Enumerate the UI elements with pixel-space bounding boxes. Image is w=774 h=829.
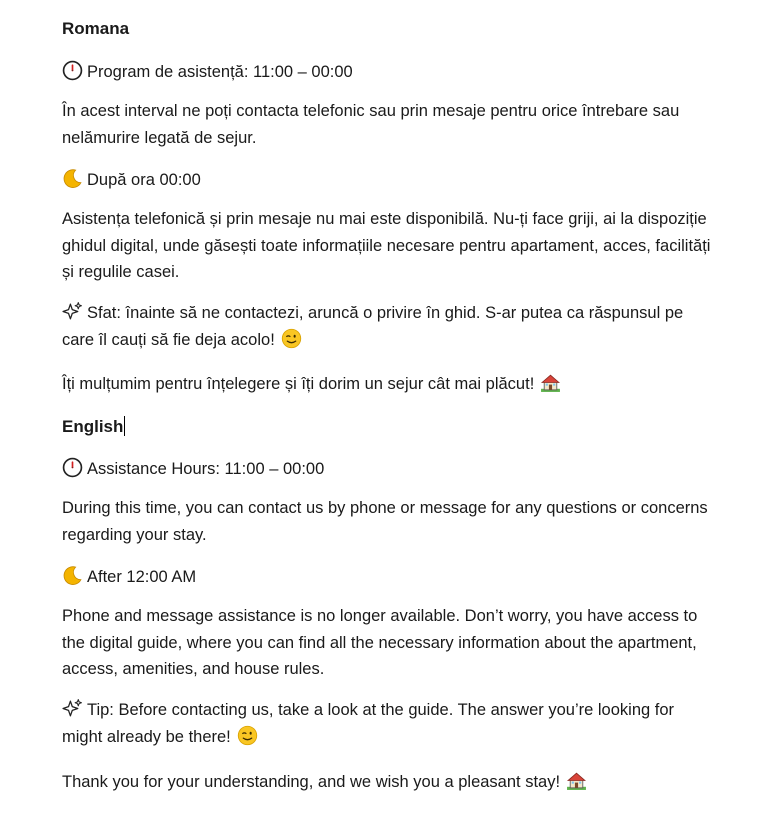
thanks-line-ro [62, 371, 561, 397]
thanks-line-en [62, 769, 587, 795]
after-line-ro [62, 167, 201, 193]
winking-face-icon [281, 328, 302, 349]
sparkles-icon [62, 698, 83, 719]
clock-icon [62, 457, 83, 478]
hours-body-en: During this time, you can contact us by phone or message for any questions or concerns regarding your stay. [62, 499, 708, 544]
crescent-moon-icon [62, 565, 83, 586]
tip-text-en: Tip: Before contacting us, take a look at the guide. The answer you’re looking for might already be there! [62, 701, 675, 746]
text-cursor [124, 416, 125, 436]
sparkles-icon [62, 301, 83, 322]
thanks-text-en: Thank you for your understanding, and we wish you a pleasant stay! [62, 773, 561, 791]
hours-label-ro: Program de asistență: 11:00 – 00:00 [87, 63, 353, 81]
tip-ro [62, 300, 712, 353]
winking-face-icon [237, 725, 258, 746]
after-body-en: Phone and message assistance is no longer available. Don’t worry, you have access to the digital guide, where you can find all the necessary information about the apartment, access, amenities, and house rules. [62, 607, 698, 678]
hours-body-ro: În acest interval ne poți contacta telefonic sau prin mesaje pentru orice întrebare sau nelămurire legată de sejur. [62, 102, 680, 147]
after-label-ro: După ora 00:00 [87, 171, 201, 189]
section-heading-romana: Romana [62, 19, 130, 38]
tip-text-ro: Sfat: înainte să ne contactezi, aruncă o privire în ghid. S-ar putea ca răspunsul pe care îl cauți să fie deja acolo! [62, 304, 684, 349]
thanks-text-ro: Îți mulțumim pentru înțelegere și îți dorim un sejur cât mai plăcut! [62, 375, 535, 393]
crescent-moon-icon [62, 168, 83, 189]
clock-icon [62, 60, 83, 81]
hours-label-en: Assistance Hours: 11:00 – 00:00 [87, 460, 325, 478]
after-label-en: After 12:00 AM [87, 568, 197, 586]
house-with-garden-icon [566, 770, 587, 791]
after-line-en [62, 564, 196, 590]
hours-line-ro [62, 59, 353, 85]
tip-en [62, 697, 712, 750]
hours-line-en [62, 456, 324, 482]
english-heading-text: English [62, 417, 124, 436]
house-with-garden-icon [540, 372, 561, 393]
after-body-ro: Asistența telefonică și prin mesaje nu mai este disponibilă. Nu-ți face griji, ai la dispoziție ghidul digital, unde găsești toate informațiile necesare pentru apartament, acces, facilități și regulile casei. [62, 210, 711, 281]
section-heading-english[interactable] [62, 414, 125, 440]
